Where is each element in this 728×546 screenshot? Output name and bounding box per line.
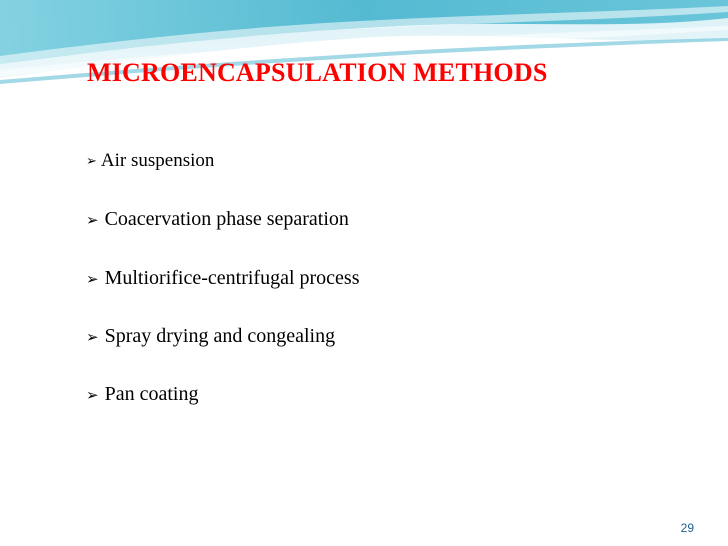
arrowhead-right-icon: ➢ <box>86 210 99 229</box>
arrowhead-right-icon: ➢ <box>86 153 97 169</box>
bullet-text: Coacervation phase separation <box>104 208 349 230</box>
bullet-text: Air suspension <box>100 150 215 171</box>
arrowhead-right-icon: ➢ <box>86 269 99 288</box>
bullet-item <box>86 383 198 406</box>
arrowhead-right-icon: ➢ <box>86 327 99 346</box>
bullet-item <box>86 208 349 231</box>
bullet-text: Multiorifice-centrifugal process <box>104 267 360 289</box>
bullet-text: Spray drying and congealing <box>104 325 336 347</box>
arrowhead-right-icon: ➢ <box>86 385 99 404</box>
bullet-item <box>86 325 335 348</box>
bullet-item <box>86 267 359 290</box>
bullet-text: Pan coating <box>104 383 199 405</box>
bullet-item <box>86 150 214 172</box>
slide-title: MICROENCAPSULATION METHODS <box>87 58 548 87</box>
page-number: 29 <box>680 521 694 535</box>
